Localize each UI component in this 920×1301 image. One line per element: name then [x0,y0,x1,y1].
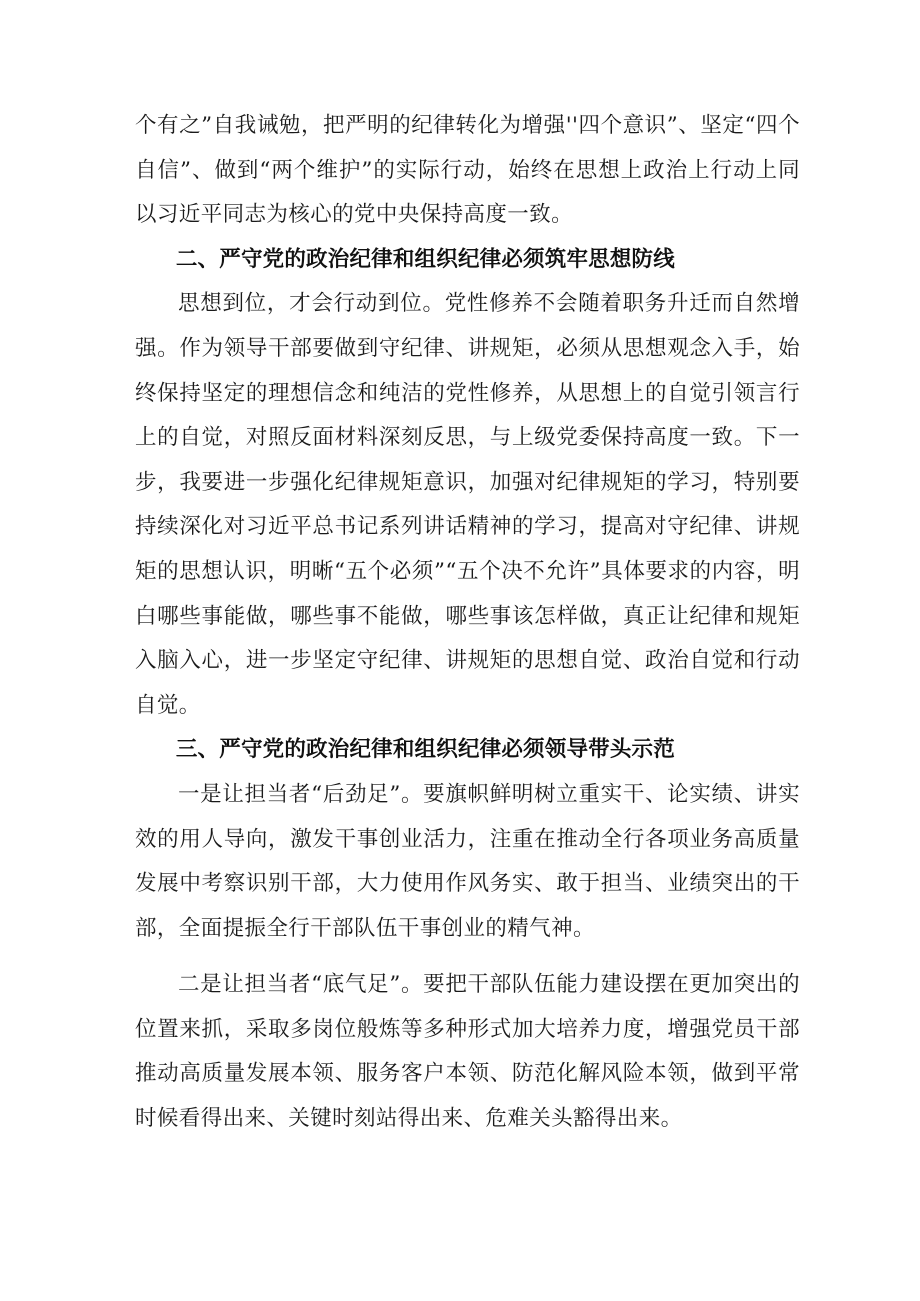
paragraph-gap [135,951,800,963]
document-body [135,104,800,1142]
section-heading-2: 二、严守党的政治纪律和组织纪律必须筑牢思想防线 [175,246,675,272]
paragraph-section-2: 思想到位，才会行动到位。党性修养不会随着职务升迁而自然增强。作为领导干部要做到守纪律、讲规矩，必须从思想观念入手，始终保持坚定的理想信念和纯洁的党性修养，从思想上的自觉引领言行上的自觉，对照反面材料深刻反思，与上级党委保持高度一致。下一步，我要进一步强化纪律规矩意识，加强对纪律规矩的学习，特别要持续深化对习近平总书记系列讲话精神的学习，提高对守纪律、讲规矩的思想认识，明晰“五个必须”“五个决不允许”具体要求的内容，明白哪些事能做，哪些事不能做，哪些事该怎样做，真正让纪律和规矩入脑入心，进一步坚定守纪律、讲规矩的思想自觉、政治自觉和行动自觉。 [135,291,800,718]
paragraph-section-3-point-2: 二是让担当者“底气足”。要把干部队伍能力建设摆在更加突出的位置来抓，采取多岗位般炼等多种形式加大培养力度，增强党员干部推动高质量发展本领、服务客户本领、防范化解风险本领，做到平常时候看得出来、关键时刻站得出来、危难关头豁得出来。 [135,972,800,1132]
paragraph-section-3-point-1: 一是让担当者“后劲足”。要旗帜鲜明树立重实干、论实绩、讲实效的用人导向，激发干事创业活力，注重在推动全行各项业务高质量发展中考察识别干部，大力使用作风务实、敢于担当、业绩突出的干部，全面提振全行干部队伍干事创业的精气神。 [135,781,800,941]
paragraph-continuation: 个有之”自我诫勉，把严明的纪律转化为增强''四个意识”、坚定“四个自信”、做到“两个维护”的实际行动，始终在思想上政治上行动上同以习近平同志为核心的党中央保持高度一致。 [135,113,800,228]
section-heading-3: 三、严守党的政治纪律和组织纪律必须领导带头示范 [175,737,675,763]
